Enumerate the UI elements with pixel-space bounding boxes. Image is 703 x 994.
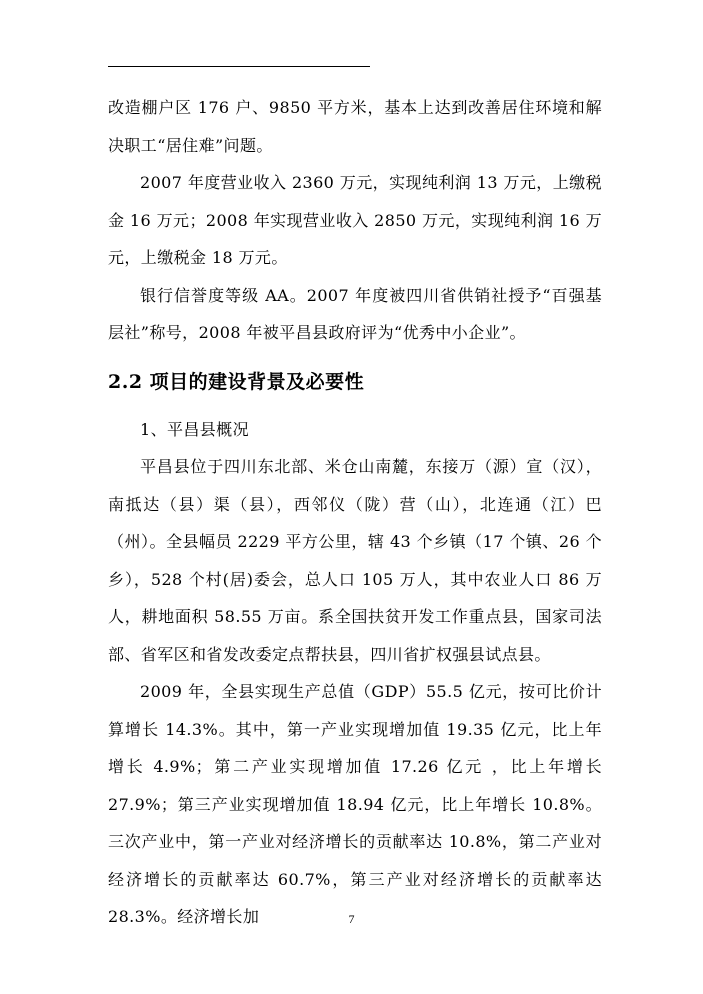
page-number: 7 [348,912,355,926]
body-content [108,89,602,936]
paragraph-county-economy: 2009 年，全县实现生产总值（GDP）55.5 亿元，按可比价计算增长 14.3%。其中，第一产业实现增加值 19.35 亿元，比上年增长 4.9%；第二产业实现增加值 17.26 亿元 ，比上年增长 27.9%；第三产业实现增加值 18.94 亿元，比上年增长 10.8%。三次产业中，第一产业对经济增长的贡献率达 10.8%，第二产业对经济增长的贡献率达 60.7%，第三产业对经济增长的贡献率达 28.3%。经济增长加 [108,682,602,926]
paragraph-honors: 银行信誉度等级 AA。2007 年度被四川省供销社授予“百强基层社”称号，2008 年被平昌县政府评为“优秀中小企业”。 [108,285,602,342]
paragraph-revenue: 2007 年度营业收入 2360 万元，实现纯利润 13 万元，上缴税金 16 万元；2008 年实现营业收入 2850 万元，实现纯利润 16 万元，上缴税金 18 万元。 [108,173,602,267]
paragraph-county-location: 平昌县位于四川东北部、米仓山南麓，东接万（源）宣（汉），南抵达（县）渠（县），西邻仪（陇）营（山），北连通（江）巴（州）。全县幅员 2229 平方公里，辖 43 个乡镇（17 个镇、26 个乡），528 个村(居)委会，总人口 105 万人，其中农业人口 86 万人，耕地面积 58.55 万亩。系全国扶贫开发工作重点县，国家司法部、省军区和省发改委定点帮扶县，四川省扩权强县试点县。 [108,457,602,664]
subheading-county-overview: 1、平昌县概况 [140,419,249,439]
paragraph-housing: 改造棚户区 176 户、9850 平方米，基本上达到改善居住环境和解决职工“居住难”问题。 [108,98,602,155]
header-rule [108,66,370,67]
section-heading: 2.2 项目的建设背景及必要性 [108,370,365,393]
